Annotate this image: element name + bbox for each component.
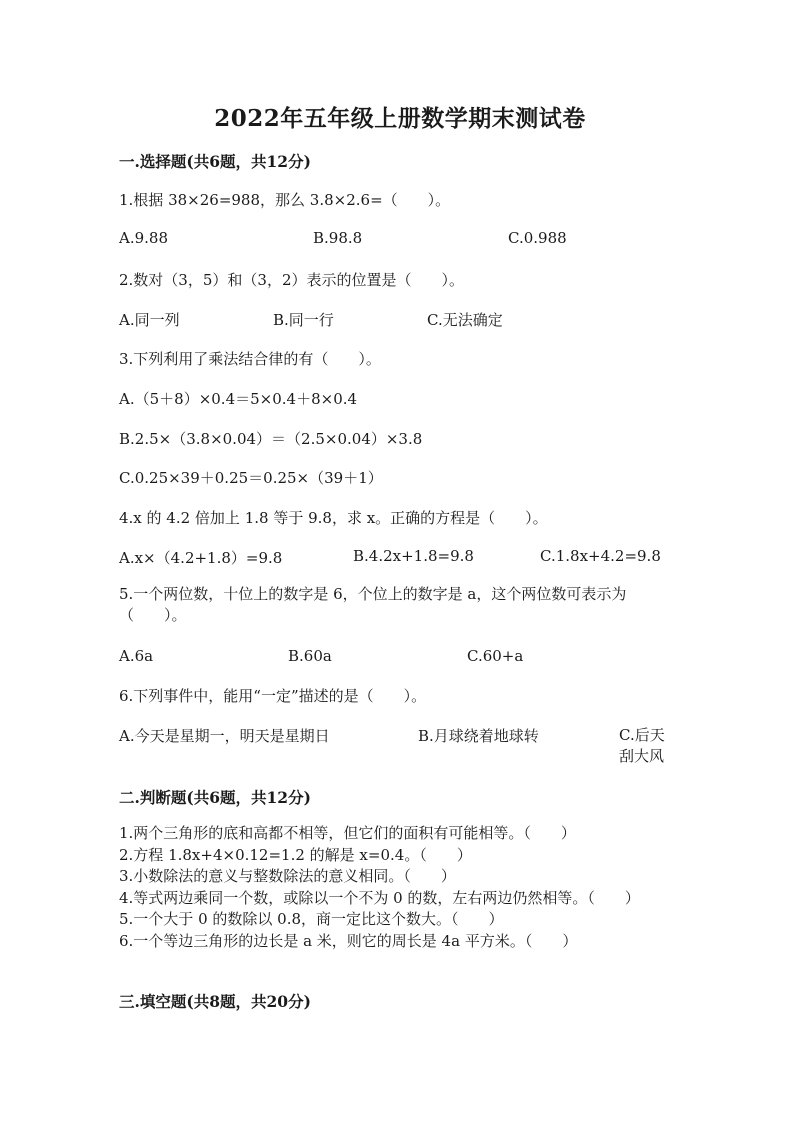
question-4-stem: 4.x 的 4.2 倍加上 1.8 等于 9.8，求 x。正确的方程是（ ）。 xyxy=(119,509,548,527)
question-3-stem: 3.下列利用了乘法结合律的有（ ）。 xyxy=(119,350,381,368)
question-6-option-b: B.月球绕着地球转 xyxy=(418,727,539,745)
page-title: 2022年五年级上册数学期末测试卷 xyxy=(214,105,586,132)
question-2-option-b: B.同一行 xyxy=(273,311,334,329)
true-false-item-4: 4.等式两边乘同一个数，或除以一个不为 0 的数，左右两边仍然相等。（ ） xyxy=(119,888,640,907)
question-2-option-c: C.无法确定 xyxy=(427,311,503,329)
question-3-option-c: C.0.25×39＋0.25＝0.25×（39＋1） xyxy=(119,469,383,487)
question-5-option-b: B.60a xyxy=(288,647,332,665)
question-1-option-b: B.98.8 xyxy=(313,229,363,247)
question-2-option-a: A.同一列 xyxy=(119,311,180,329)
question-1-stem: 1.根据 38×26=988，那么 3.8×2.6=（ ）。 xyxy=(119,191,451,209)
question-5-stem: 5.一个两位数，十位上的数字是 6，个位上的数字是 a，这个两位数可表示为（ ）。 xyxy=(119,585,627,624)
true-false-item-1: 1.两个三角形的底和高都不相等，但它们的面积有可能相等。（ ） xyxy=(119,824,576,842)
section-heading-choice: 一.选择题(共6题，共12分) xyxy=(119,152,311,171)
section-heading-true-false: 二.判断题(共6题，共12分) xyxy=(119,788,311,807)
true-false-item-3: 3.小数除法的意义与整数除法的意义相同。（ ） xyxy=(119,867,456,885)
true-false-item-5: 5.一个大于 0 的数除以 0.8，商一定比这个数大。（ ） xyxy=(119,910,504,928)
true-false-list xyxy=(119,823,679,952)
question-3-option-a: A.（5＋8）×0.4＝5×0.4＋8×0.4 xyxy=(119,390,358,408)
question-5-option-c: C.60+a xyxy=(467,647,524,665)
true-false-item-6: 6.一个等边三角形的边长是 a 米，则它的周长是 4a 平方米。（ ） xyxy=(119,931,578,950)
question-6-option-c: C.后天刮大风 xyxy=(619,726,665,765)
question-2-stem: 2.数对（3，5）和（3，2）表示的位置是（ ）。 xyxy=(119,271,464,289)
section-heading-fill-blank: 三.填空题(共8题，共20分) xyxy=(119,992,311,1011)
true-false-item-2: 2.方程 1.8x+4×0.12=1.2 的解是 x=0.4。（ ） xyxy=(119,845,472,864)
question-1-option-c: C.0.988 xyxy=(508,229,567,247)
question-4-option-a: A.x×（4.2+1.8）=9.8 xyxy=(119,549,283,567)
question-3-option-b: B.2.5×（3.8×0.04）＝（2.5×0.04）×3.8 xyxy=(119,430,423,448)
question-5-option-a: A.6a xyxy=(119,647,154,665)
question-1-option-a: A.9.88 xyxy=(119,229,168,247)
question-4-option-c: C.1.8x+4.2=9.8 xyxy=(540,547,661,565)
question-6-stem: 6.下列事件中，能用“一定”描述的是（ ）。 xyxy=(119,687,427,705)
question-6-option-a: A.今天是星期一，明天是星期日 xyxy=(119,727,330,745)
question-4-option-b: B.4.2x+1.8=9.8 xyxy=(353,547,474,565)
